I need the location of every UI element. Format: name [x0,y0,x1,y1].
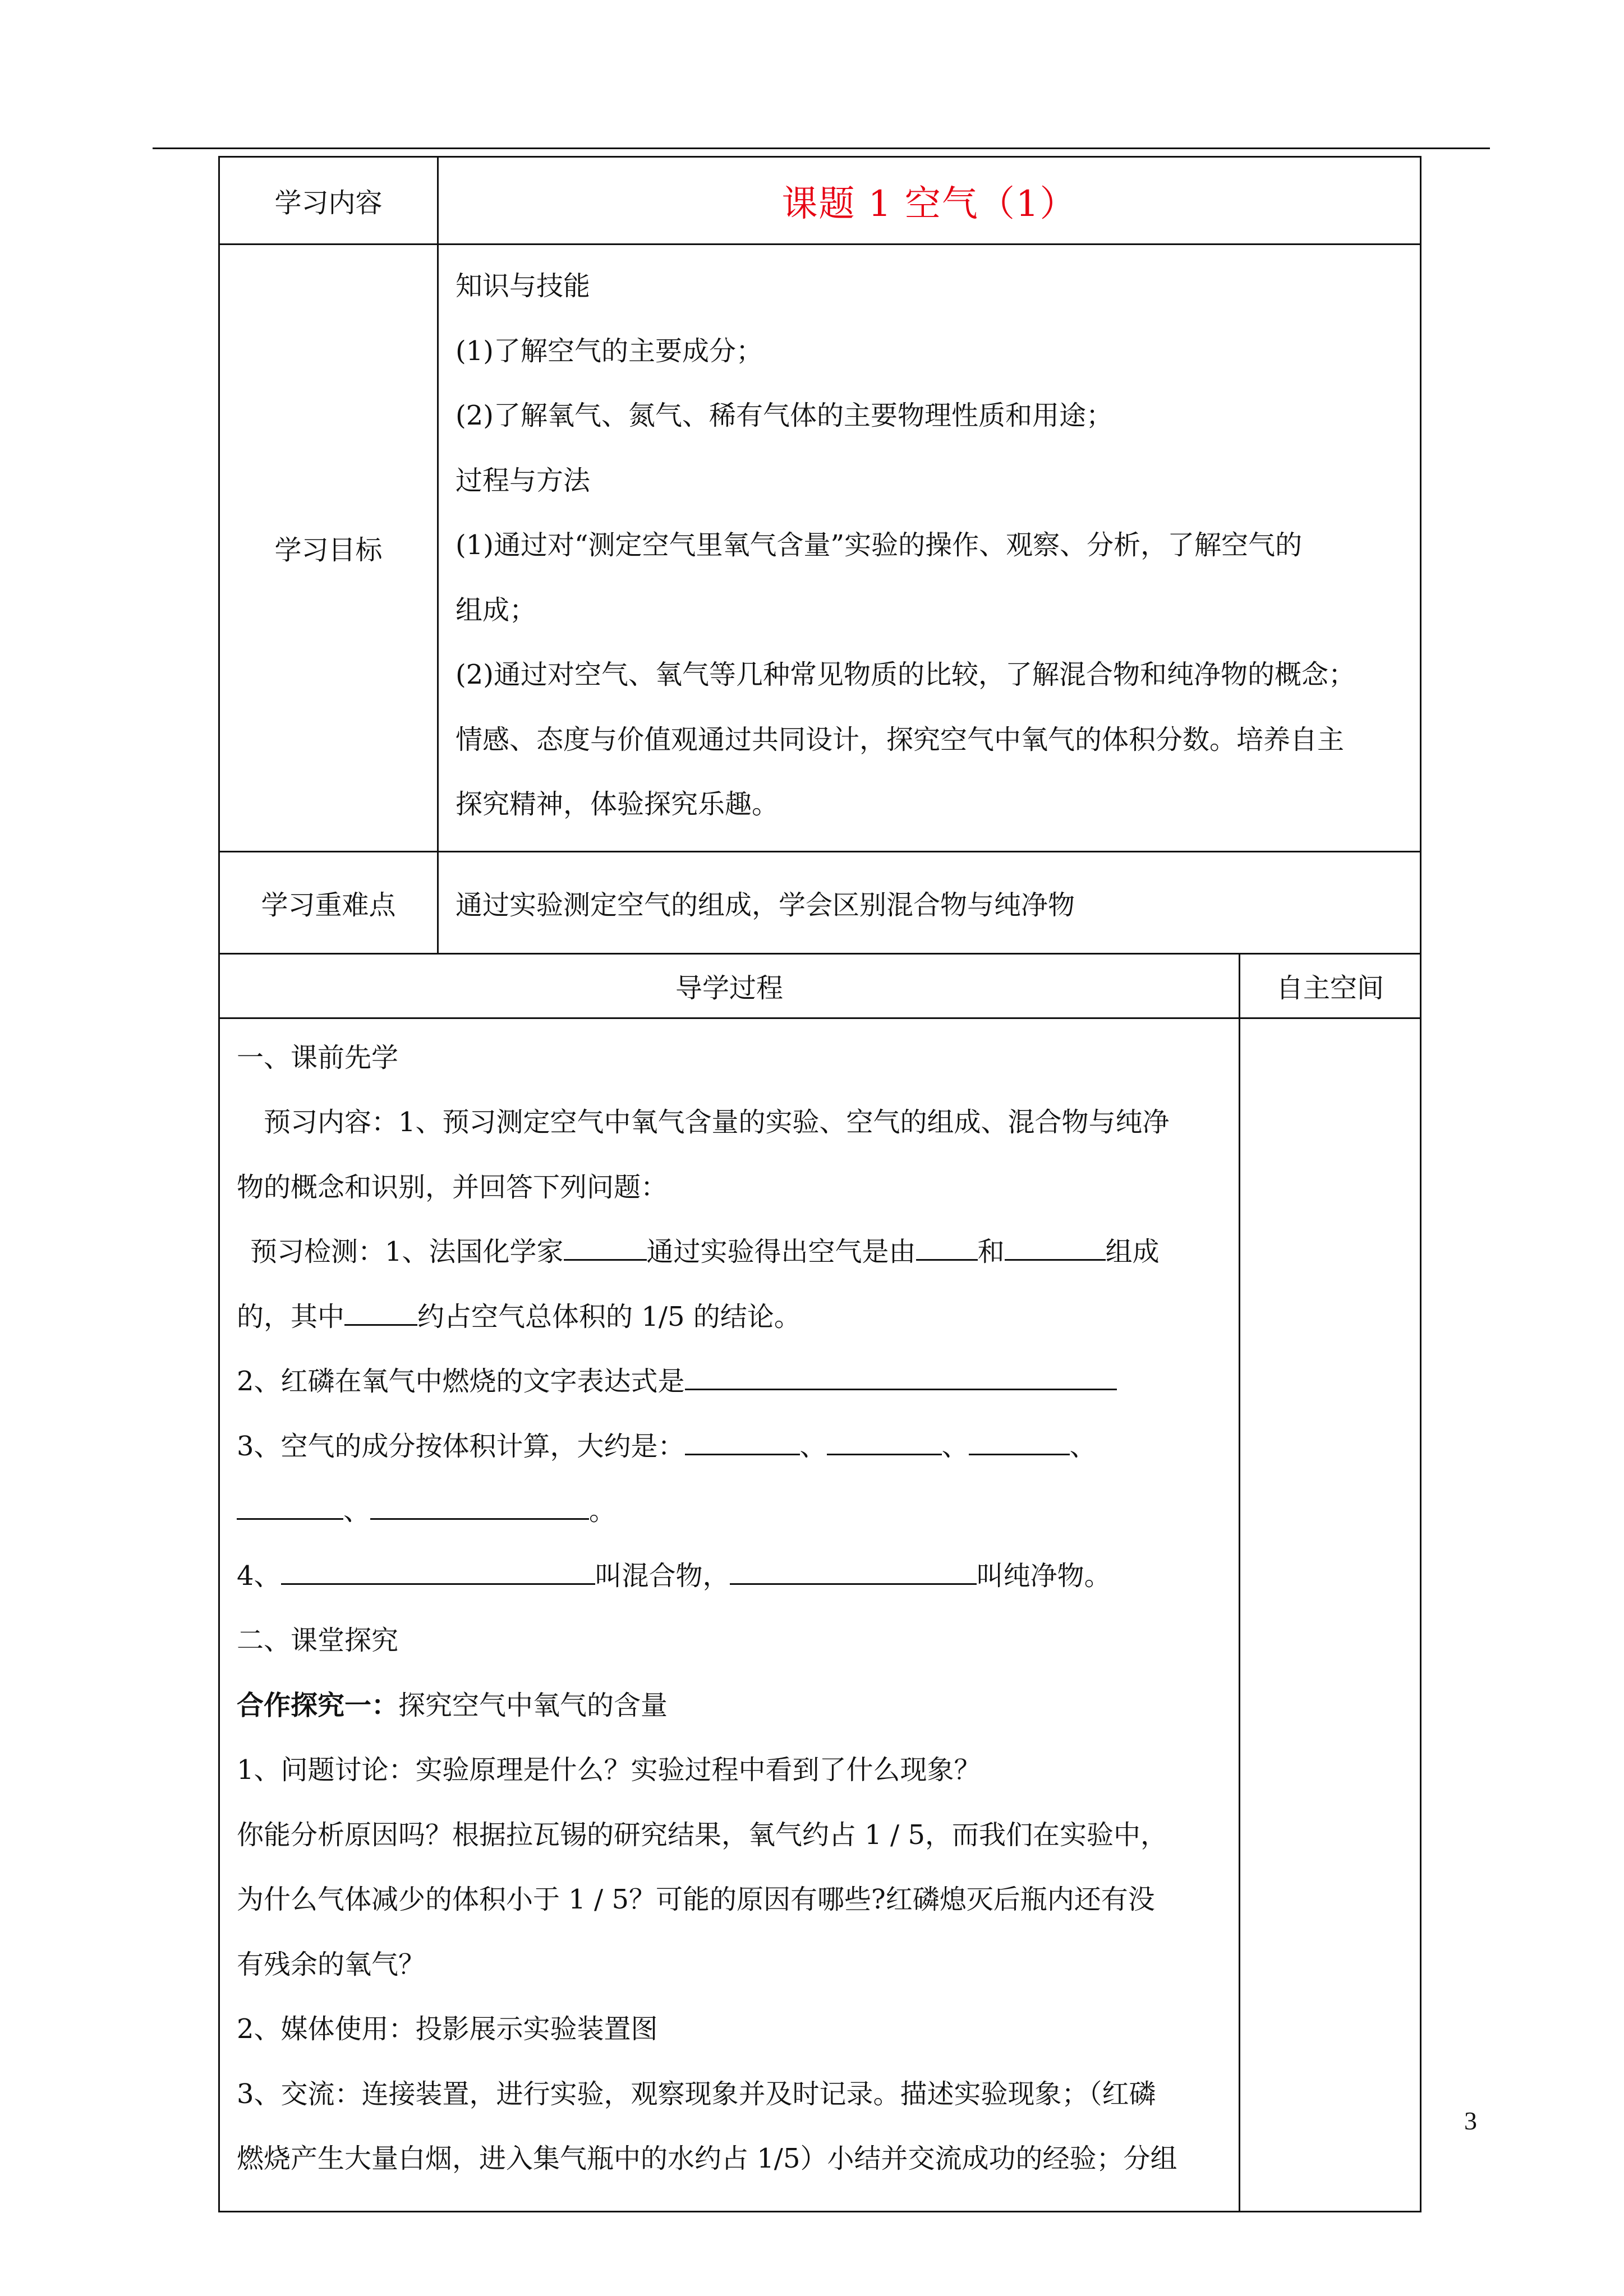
row-key-difficulties [219,851,1421,953]
study-goals-label: 学习目标 [219,245,438,852]
question-4-line [237,1544,1222,1609]
discussion-line: 为什么气体减少的体积小于 1 / 5？可能的原因有哪些?红磷熄灭后瓶内还有没 [237,1884,1155,1915]
question-text: 叫纯净物。 [976,1560,1111,1592]
answer-blank-air-component[interactable] [370,1489,589,1520]
key-difficulties-text: 通过实验测定空气的组成，学会区别混合物与纯净物 [438,851,1421,953]
guided-process-content [219,1018,1240,2211]
answer-blank-component-2[interactable] [1005,1230,1106,1261]
row-study-content [219,157,1421,245]
answer-blank-air-component[interactable] [827,1424,942,1455]
question-text: 2、红磷在氧气中燃烧的文字表达式是 [237,1366,685,1397]
self-study-space-cell[interactable] [1240,1018,1421,2211]
question-3-line-cont [237,1479,1222,1544]
goals-line: (1)了解空气的主要成分； [456,335,763,367]
check-text: 预习检测：1、法国化学家 [250,1236,564,1267]
check-line-1 [237,1220,1222,1285]
answer-blank-word-equation[interactable] [685,1359,1117,1390]
answer-blank-air-component[interactable] [685,1424,800,1455]
goals-line: 知识与技能 [456,270,591,302]
question-text: 叫混合物， [595,1560,730,1592]
check-text: 和 [977,1236,1005,1267]
guided-process-header: 导学过程 [219,953,1240,1018]
separator-text: 、 [343,1495,371,1527]
separator-text: 、 [941,1430,969,1462]
question-3-line [237,1414,1222,1479]
row-guided-process [219,1018,1421,2211]
study-plan-table [218,156,1421,2212]
row-section-headers [219,953,1421,1018]
discussion-line: 你能分析原因吗？根据拉瓦锡的研究结果，氧气约占 1 / 5，而我们在实验中， [237,1819,1168,1851]
cooperative-inquiry-label: 合作探究一： [237,1689,399,1721]
study-goals-content [438,245,1421,852]
media-line: 2、媒体使用：投影展示实验装置图 [237,2013,658,2045]
goals-line: (2)通过对空气、氧气等几种常见物质的比较，了解混合物和纯净物的概念； [456,659,1355,690]
question-text: 4、 [237,1560,281,1592]
goals-line: 情感、态度与价值观通过共同设计，探究空气中氧气的体积分数。培养自主 [456,723,1345,755]
study-content-label: 学习内容 [219,157,438,245]
answer-blank-one-fifth[interactable] [344,1295,417,1326]
question-2-line [237,1349,1222,1414]
self-study-space-header: 自主空间 [1240,953,1421,1018]
check-text: 通过实验得出空气是由 [646,1236,916,1267]
check-text: 的，其中 [237,1301,345,1333]
cooperative-inquiry-line [237,1673,1222,1739]
row-study-goals [219,245,1421,852]
discussion-line: 1、问题讨论：实验原理是什么？实验过程中看到了什么现象？ [237,1754,981,1786]
answer-blank-air-component[interactable] [237,1489,343,1520]
answer-blank-mixture-def[interactable] [281,1554,595,1585]
period-text: 。 [589,1495,617,1527]
discussion-line: 有残余的氧气？ [237,1948,426,1980]
preview-line: 物的概念和识别，并回答下列问题： [237,1171,668,1203]
answer-blank-pure-def[interactable] [730,1554,977,1585]
goals-line: (2)了解氧气、氮气、稀有气体的主要物理性质和用途； [456,400,1113,431]
goals-line: (1)通过对“测定空气里氧气含量”实验的操作、观察、分析，了解空气的 [456,529,1303,561]
preview-line: 预习内容：1、预习测定空气中氧气含量的实验、空气的组成、混合物与纯净 [264,1106,1170,1138]
section-pre-class-title: 一、课前先学 [237,1041,399,1073]
separator-text: 、 [799,1430,827,1462]
exchange-line: 燃烧产生大量白烟，进入集气瓶中的水约占 1/5）小结并交流成功的经验；分组 [237,2143,1177,2174]
goals-line: 探究精神，体验探究乐趣。 [456,789,779,820]
section-in-class-title: 二、课堂探究 [237,1625,399,1656]
check-line-2 [237,1285,1222,1350]
separator-text: 、 [1069,1430,1097,1462]
question-text: 3、空气的成分按体积计算，大约是： [237,1430,685,1462]
goals-line: 组成； [456,594,537,626]
exchange-line: 3、交流：连接装置，进行实验，观察现象并及时记录。描述实验现象；（红磷 [237,2078,1156,2110]
check-text: 组成 [1105,1236,1160,1267]
key-difficulties-label: 学习重难点 [219,851,438,953]
answer-blank-component-1[interactable] [916,1230,978,1261]
header-rule [153,147,1490,149]
answer-blank-air-component[interactable] [969,1424,1070,1455]
page-number: 3 [1464,2106,1477,2135]
cooperative-inquiry-text: 探究空气中氧气的含量 [398,1689,668,1721]
check-text: 约占空气总体积的 1/5 的结论。 [417,1301,801,1333]
goals-line: 过程与方法 [456,464,591,496]
lesson-title: 课题 1 空气（1） [438,157,1421,245]
answer-blank-chemist[interactable] [564,1230,647,1261]
